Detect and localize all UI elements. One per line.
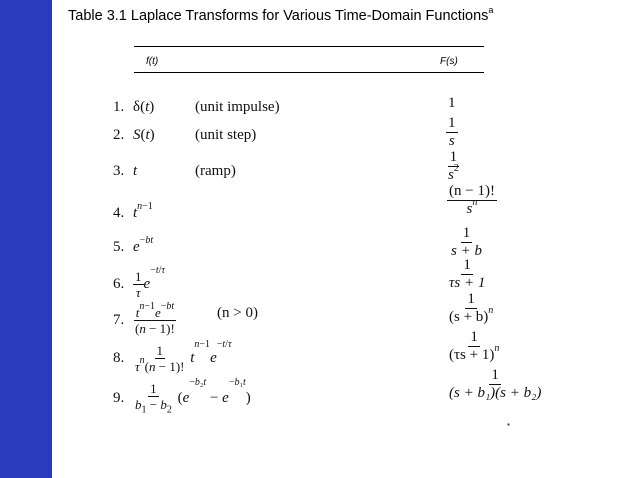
table-header-rule (134, 72, 484, 73)
row-number: 7. (113, 311, 125, 328)
laplace-transform: $\frac{1}{s + b}$ (451, 225, 482, 259)
time-function: $\frac{1}{b_1 - b_2}$ $(e^{-b_2t} - e^{-b_1t})$ (135, 377, 251, 416)
row-number: 2. (113, 127, 125, 143)
time-function: $\frac{1}{\tau^n(n - 1)!}$ $t^{n-1}e^{-t/\tau}$ (135, 339, 232, 374)
time-function: $t^{n-1}$ (133, 201, 153, 222)
row-number: 5. (113, 239, 125, 255)
row-condition: (n > 0) (217, 305, 258, 321)
row-number: 8. (113, 349, 125, 366)
table-row (113, 339, 232, 374)
laplace-transform: $\frac{1}{(s + b)^n}$ (449, 291, 494, 325)
laplace-transform: $\frac{1}{(\tau s + 1)^n}$ (449, 329, 500, 363)
time-function: S(t) (133, 127, 155, 144)
table-row (113, 377, 251, 416)
column-header-ft: f(t) (146, 56, 159, 67)
slide-title: Table 3.1 Laplace Transforms for Various Time-Domain Functions$^a$ (68, 5, 494, 24)
row-number: 1. (113, 99, 125, 115)
row-number: 9. (113, 390, 125, 407)
table-row (113, 201, 153, 222)
row-number: 3. (113, 163, 125, 179)
table-row (113, 301, 258, 336)
laplace-transform: $\frac{(n - 1)!}{s^n}$ (449, 183, 495, 217)
time-function: $\frac{1}{\tau}$ $e^{-t/\tau}$ (135, 265, 165, 300)
table-row (113, 99, 280, 116)
row-description: (ramp) (195, 163, 236, 179)
table-row (113, 127, 257, 144)
stray-mark: ▪ (507, 420, 510, 429)
table-row (113, 235, 154, 256)
laplace-transform: 1 (448, 95, 456, 111)
laplace-transform: $\frac{1}{s}$ (448, 115, 456, 149)
table-top-rule (134, 46, 484, 47)
laplace-transform: $\frac{1}{\text{(s + b₁)(s + b₂)}}$ (449, 367, 542, 401)
table-row (113, 163, 236, 180)
laplace-transform: $\frac{1}{s^2}$ (448, 149, 459, 183)
row-description: (unit impulse) (195, 99, 280, 115)
left-sidebar-band (0, 0, 52, 478)
row-number: 4. (113, 205, 125, 221)
column-header-fs: F(s) (440, 56, 458, 67)
time-function: δ(t) (133, 99, 155, 116)
laplace-transform: $\frac{1}{\tau s + 1}$ (449, 257, 486, 291)
row-number: 6. (113, 275, 125, 292)
row-description: (unit step) (195, 127, 257, 143)
table-row (113, 265, 165, 300)
time-function: $\frac{t^{n-1}e^{-bt}}{(n - 1)!}$ (135, 301, 175, 336)
time-function: $e^{-bt}$ (133, 235, 154, 256)
time-function: t (133, 163, 138, 180)
